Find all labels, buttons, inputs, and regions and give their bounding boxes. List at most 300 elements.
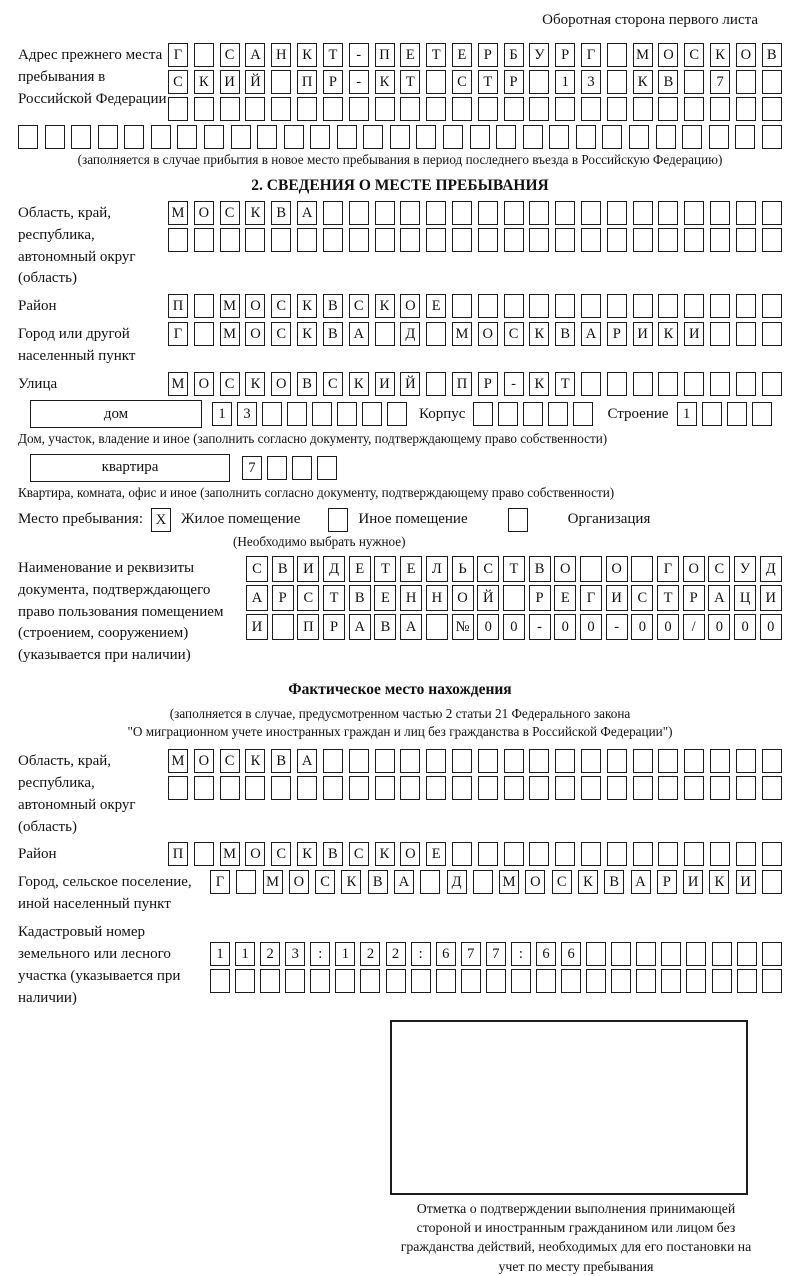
char-box[interactable]: К (297, 43, 317, 67)
char-box[interactable] (710, 749, 730, 773)
char-box[interactable] (529, 294, 549, 318)
char-box[interactable] (686, 969, 706, 993)
char-box[interactable] (762, 294, 782, 318)
char-box[interactable] (633, 228, 653, 252)
kadastr-row-1[interactable] (210, 942, 782, 966)
char-box[interactable]: У (529, 43, 549, 67)
char-box[interactable] (661, 969, 681, 993)
char-box[interactable] (71, 125, 91, 149)
char-box[interactable]: М (220, 294, 240, 318)
char-box[interactable] (267, 456, 287, 480)
char-box[interactable]: С (271, 322, 291, 346)
char-box[interactable]: С (708, 556, 730, 582)
char-box[interactable] (555, 294, 575, 318)
char-box[interactable] (271, 776, 291, 800)
char-box[interactable] (504, 749, 524, 773)
char-box[interactable] (478, 776, 498, 800)
char-box[interactable]: 7 (486, 942, 506, 966)
char-box[interactable] (262, 402, 282, 426)
char-box[interactable] (317, 456, 337, 480)
char-box[interactable] (576, 125, 596, 149)
char-box[interactable] (297, 228, 317, 252)
char-box[interactable]: С (271, 294, 291, 318)
char-box[interactable] (631, 556, 653, 582)
char-box[interactable] (470, 125, 490, 149)
char-box[interactable] (529, 97, 549, 121)
char-box[interactable] (362, 402, 382, 426)
char-box[interactable] (426, 614, 448, 640)
char-box[interactable] (235, 969, 255, 993)
char-box[interactable]: 3 (581, 70, 601, 94)
char-box[interactable] (337, 125, 357, 149)
char-box[interactable]: В (323, 322, 343, 346)
char-box[interactable] (194, 43, 214, 67)
char-box[interactable] (375, 228, 395, 252)
char-box[interactable] (581, 749, 601, 773)
char-box[interactable] (581, 97, 601, 121)
char-box[interactable]: Д (447, 870, 467, 894)
char-box[interactable]: А (297, 749, 317, 773)
char-box[interactable]: Р (323, 614, 345, 640)
char-box[interactable] (260, 969, 280, 993)
char-box[interactable]: Р (478, 43, 498, 67)
char-box[interactable]: А (246, 585, 268, 611)
char-box[interactable] (661, 942, 681, 966)
char-box[interactable]: - (529, 614, 551, 640)
char-box[interactable] (349, 776, 369, 800)
char-box[interactable] (607, 842, 627, 866)
prev-address-row-1[interactable] (168, 43, 782, 67)
char-box[interactable]: Т (503, 556, 525, 582)
char-box[interactable] (762, 201, 782, 225)
char-box[interactable]: Р (504, 70, 524, 94)
char-box[interactable]: 2 (260, 942, 280, 966)
fact-oblast-row-1[interactable] (168, 749, 782, 773)
char-box[interactable] (607, 228, 627, 252)
char-box[interactable] (762, 372, 782, 396)
char-box[interactable] (452, 776, 472, 800)
char-box[interactable] (762, 842, 782, 866)
char-box[interactable] (710, 228, 730, 252)
char-box[interactable] (529, 70, 549, 94)
char-box[interactable]: А (297, 201, 317, 225)
char-box[interactable]: Т (323, 585, 345, 611)
char-box[interactable]: Й (400, 372, 420, 396)
char-box[interactable] (710, 294, 730, 318)
char-box[interactable]: А (581, 322, 601, 346)
char-box[interactable]: Р (323, 70, 343, 94)
char-box[interactable] (709, 125, 729, 149)
char-box[interactable]: И (684, 322, 704, 346)
char-box[interactable]: О (525, 870, 545, 894)
char-box[interactable]: Р (478, 372, 498, 396)
char-box[interactable] (658, 201, 678, 225)
char-box[interactable]: О (271, 372, 291, 396)
char-box[interactable]: К (529, 372, 549, 396)
char-box[interactable]: С (220, 43, 240, 67)
char-box[interactable] (684, 201, 704, 225)
char-box[interactable] (245, 228, 265, 252)
char-box[interactable]: 7 (710, 70, 730, 94)
char-box[interactable]: 7 (461, 942, 481, 966)
char-box[interactable] (504, 776, 524, 800)
char-box[interactable]: И (606, 585, 628, 611)
char-box[interactable] (375, 322, 395, 346)
char-box[interactable] (580, 556, 602, 582)
char-box[interactable]: К (245, 749, 265, 773)
char-box[interactable]: П (375, 43, 395, 67)
char-box[interactable]: И (736, 870, 756, 894)
dom-boxes[interactable] (212, 402, 407, 426)
char-box[interactable]: Е (374, 585, 396, 611)
char-box[interactable] (426, 97, 446, 121)
char-box[interactable] (486, 969, 506, 993)
char-box[interactable]: 1 (677, 402, 697, 426)
char-box[interactable]: С (168, 70, 188, 94)
char-box[interactable]: В (555, 322, 575, 346)
char-box[interactable]: П (452, 372, 472, 396)
char-box[interactable]: № (452, 614, 474, 640)
char-box[interactable]: К (578, 870, 598, 894)
char-box[interactable] (323, 228, 343, 252)
char-box[interactable] (710, 776, 730, 800)
char-box[interactable]: К (349, 372, 369, 396)
char-box[interactable] (548, 402, 568, 426)
char-box[interactable]: И (633, 322, 653, 346)
char-box[interactable] (686, 942, 706, 966)
char-box[interactable]: К (375, 70, 395, 94)
char-box[interactable] (18, 125, 38, 149)
char-box[interactable] (636, 942, 656, 966)
char-box[interactable]: 3 (285, 942, 305, 966)
char-box[interactable]: Р (272, 585, 294, 611)
char-box[interactable] (452, 228, 472, 252)
char-box[interactable] (284, 125, 304, 149)
char-box[interactable] (504, 97, 524, 121)
char-box[interactable]: В (762, 43, 782, 67)
char-box[interactable] (297, 776, 317, 800)
char-box[interactable] (478, 294, 498, 318)
char-box[interactable] (194, 322, 214, 346)
char-box[interactable] (658, 294, 678, 318)
char-box[interactable] (536, 969, 556, 993)
char-box[interactable] (503, 585, 525, 611)
checkbox-org[interactable] (508, 508, 528, 532)
char-box[interactable]: И (220, 70, 240, 94)
char-box[interactable]: О (194, 372, 214, 396)
char-box[interactable]: Е (400, 43, 420, 67)
stroenie-boxes[interactable] (677, 402, 772, 426)
char-box[interactable]: В (323, 842, 343, 866)
char-box[interactable]: С (220, 201, 240, 225)
char-box[interactable]: Г (657, 556, 679, 582)
char-box[interactable] (220, 97, 240, 121)
char-box[interactable]: / (683, 614, 705, 640)
char-box[interactable]: Т (657, 585, 679, 611)
char-box[interactable]: Т (323, 43, 343, 67)
char-box[interactable] (736, 776, 756, 800)
char-box[interactable] (633, 776, 653, 800)
char-box[interactable]: Д (760, 556, 782, 582)
char-box[interactable] (210, 969, 230, 993)
char-box[interactable]: У (734, 556, 756, 582)
char-box[interactable] (656, 125, 676, 149)
char-box[interactable]: К (297, 322, 317, 346)
char-box[interactable] (555, 228, 575, 252)
char-box[interactable]: 6 (561, 942, 581, 966)
char-box[interactable]: М (220, 322, 240, 346)
char-box[interactable]: К (375, 842, 395, 866)
char-box[interactable] (312, 402, 332, 426)
char-box[interactable]: М (168, 201, 188, 225)
char-box[interactable]: Р (529, 585, 551, 611)
char-box[interactable]: С (315, 870, 335, 894)
char-box[interactable] (581, 372, 601, 396)
char-box[interactable] (461, 969, 481, 993)
char-box[interactable] (504, 201, 524, 225)
char-box[interactable] (194, 842, 214, 866)
char-box[interactable]: А (349, 614, 371, 640)
char-box[interactable] (561, 969, 581, 993)
char-box[interactable]: О (658, 43, 678, 67)
char-box[interactable]: В (271, 201, 291, 225)
char-box[interactable]: К (529, 322, 549, 346)
ulitsa-row[interactable] (168, 372, 782, 396)
char-box[interactable] (452, 294, 472, 318)
char-box[interactable]: В (297, 372, 317, 396)
char-box[interactable] (684, 70, 704, 94)
char-box[interactable]: М (220, 842, 240, 866)
char-box[interactable] (335, 969, 355, 993)
char-box[interactable]: С (349, 294, 369, 318)
char-box[interactable]: 3 (237, 402, 257, 426)
char-box[interactable]: Г (210, 870, 230, 894)
char-box[interactable] (736, 97, 756, 121)
char-box[interactable] (581, 228, 601, 252)
char-box[interactable]: - (349, 43, 369, 67)
char-box[interactable] (323, 201, 343, 225)
char-box[interactable] (436, 969, 456, 993)
char-box[interactable]: С (452, 70, 472, 94)
char-box[interactable]: Е (452, 43, 472, 67)
char-box[interactable]: К (245, 201, 265, 225)
char-box[interactable]: И (246, 614, 268, 640)
char-box[interactable]: О (683, 556, 705, 582)
char-box[interactable] (504, 842, 524, 866)
char-box[interactable]: Е (400, 556, 422, 582)
char-box[interactable] (607, 97, 627, 121)
char-box[interactable] (736, 228, 756, 252)
char-box[interactable] (633, 97, 653, 121)
checkbox-zhiloe[interactable]: X (151, 508, 171, 532)
char-box[interactable]: : (511, 942, 531, 966)
char-box[interactable] (710, 201, 730, 225)
char-box[interactable] (168, 228, 188, 252)
char-box[interactable]: О (194, 749, 214, 773)
char-box[interactable]: М (168, 372, 188, 396)
char-box[interactable] (762, 870, 782, 894)
char-box[interactable]: 1 (212, 402, 232, 426)
char-box[interactable] (762, 942, 782, 966)
char-box[interactable]: К (194, 70, 214, 94)
char-box[interactable] (478, 228, 498, 252)
char-box[interactable]: С (684, 43, 704, 67)
char-box[interactable] (555, 749, 575, 773)
char-box[interactable] (684, 97, 704, 121)
char-box[interactable]: 0 (477, 614, 499, 640)
char-box[interactable]: 0 (631, 614, 653, 640)
char-box[interactable]: Е (554, 585, 576, 611)
char-box[interactable]: О (245, 294, 265, 318)
char-box[interactable]: 0 (554, 614, 576, 640)
char-box[interactable]: 6 (536, 942, 556, 966)
char-box[interactable]: Б (504, 43, 524, 67)
char-box[interactable]: 0 (760, 614, 782, 640)
char-box[interactable] (363, 125, 383, 149)
char-box[interactable] (473, 402, 493, 426)
char-box[interactable] (272, 614, 294, 640)
char-box[interactable]: А (349, 322, 369, 346)
kadastr-row-2[interactable] (210, 969, 782, 993)
char-box[interactable] (271, 228, 291, 252)
char-box[interactable] (581, 842, 601, 866)
char-box[interactable] (611, 942, 631, 966)
char-box[interactable] (257, 125, 277, 149)
char-box[interactable]: : (411, 942, 431, 966)
char-box[interactable]: - (606, 614, 628, 640)
char-box[interactable] (658, 372, 678, 396)
char-box[interactable] (400, 201, 420, 225)
char-box[interactable] (349, 97, 369, 121)
char-box[interactable]: Р (683, 585, 705, 611)
char-box[interactable] (310, 969, 330, 993)
char-box[interactable] (168, 776, 188, 800)
char-box[interactable] (710, 97, 730, 121)
char-box[interactable] (151, 125, 171, 149)
char-box[interactable] (375, 749, 395, 773)
char-box[interactable] (684, 776, 704, 800)
char-box[interactable] (529, 749, 549, 773)
char-box[interactable] (555, 201, 575, 225)
char-box[interactable]: Р (555, 43, 575, 67)
char-box[interactable] (736, 294, 756, 318)
char-box[interactable]: С (349, 842, 369, 866)
char-box[interactable]: 7 (242, 456, 262, 480)
char-box[interactable] (323, 749, 343, 773)
char-box[interactable] (426, 749, 446, 773)
char-box[interactable] (426, 372, 446, 396)
korpus-boxes[interactable] (473, 402, 593, 426)
char-box[interactable]: К (633, 70, 653, 94)
char-box[interactable]: О (606, 556, 628, 582)
char-box[interactable]: 0 (503, 614, 525, 640)
char-box[interactable] (426, 70, 446, 94)
char-box[interactable] (762, 228, 782, 252)
char-box[interactable] (478, 97, 498, 121)
char-box[interactable] (529, 228, 549, 252)
char-box[interactable]: С (220, 749, 240, 773)
char-box[interactable] (682, 125, 702, 149)
char-box[interactable]: О (245, 322, 265, 346)
char-box[interactable] (702, 402, 722, 426)
char-box[interactable] (607, 294, 627, 318)
char-box[interactable] (658, 97, 678, 121)
char-box[interactable]: Г (581, 43, 601, 67)
char-box[interactable] (607, 201, 627, 225)
char-box[interactable] (349, 228, 369, 252)
char-box[interactable] (511, 969, 531, 993)
char-box[interactable]: И (375, 372, 395, 396)
char-box[interactable] (581, 776, 601, 800)
char-box[interactable] (607, 70, 627, 94)
char-box[interactable] (727, 402, 747, 426)
char-box[interactable] (349, 749, 369, 773)
char-box[interactable] (658, 776, 678, 800)
char-box[interactable]: - (504, 372, 524, 396)
char-box[interactable] (523, 402, 543, 426)
char-box[interactable] (45, 125, 65, 149)
fact-gorod-row[interactable] (210, 870, 782, 894)
char-box[interactable]: К (658, 322, 678, 346)
char-box[interactable] (710, 372, 730, 396)
char-box[interactable]: О (245, 842, 265, 866)
char-box[interactable] (712, 942, 732, 966)
char-box[interactable]: В (658, 70, 678, 94)
prev-address-row-4[interactable] (18, 125, 782, 149)
char-box[interactable]: А (400, 614, 422, 640)
char-box[interactable] (231, 125, 251, 149)
gorod-row[interactable] (168, 322, 782, 346)
char-box[interactable]: С (323, 372, 343, 396)
char-box[interactable]: А (394, 870, 414, 894)
char-box[interactable]: Д (323, 556, 345, 582)
char-box[interactable] (555, 842, 575, 866)
char-box[interactable]: 0 (708, 614, 730, 640)
char-box[interactable] (194, 776, 214, 800)
char-box[interactable] (426, 322, 446, 346)
char-box[interactable]: С (477, 556, 499, 582)
fact-oblast-row-2[interactable] (168, 776, 782, 800)
char-box[interactable]: 1 (555, 70, 575, 94)
char-box[interactable] (762, 969, 782, 993)
char-box[interactable]: Т (555, 372, 575, 396)
char-box[interactable]: С (297, 585, 319, 611)
char-box[interactable]: С (220, 372, 240, 396)
doc-row-3[interactable] (246, 614, 782, 640)
char-box[interactable] (496, 125, 516, 149)
char-box[interactable] (736, 372, 756, 396)
char-box[interactable] (177, 125, 197, 149)
char-box[interactable]: 1 (210, 942, 230, 966)
char-box[interactable] (204, 125, 224, 149)
char-box[interactable] (636, 969, 656, 993)
char-box[interactable] (310, 125, 330, 149)
char-box[interactable]: А (708, 585, 730, 611)
char-box[interactable] (737, 969, 757, 993)
char-box[interactable] (555, 776, 575, 800)
char-box[interactable]: Н (271, 43, 291, 67)
char-box[interactable] (633, 842, 653, 866)
char-box[interactable] (762, 125, 782, 149)
char-box[interactable] (426, 228, 446, 252)
char-box[interactable] (573, 402, 593, 426)
char-box[interactable]: В (349, 585, 371, 611)
char-box[interactable] (390, 125, 410, 149)
char-box[interactable]: С (246, 556, 268, 582)
char-box[interactable] (504, 294, 524, 318)
char-box[interactable]: О (452, 585, 474, 611)
char-box[interactable] (712, 969, 732, 993)
